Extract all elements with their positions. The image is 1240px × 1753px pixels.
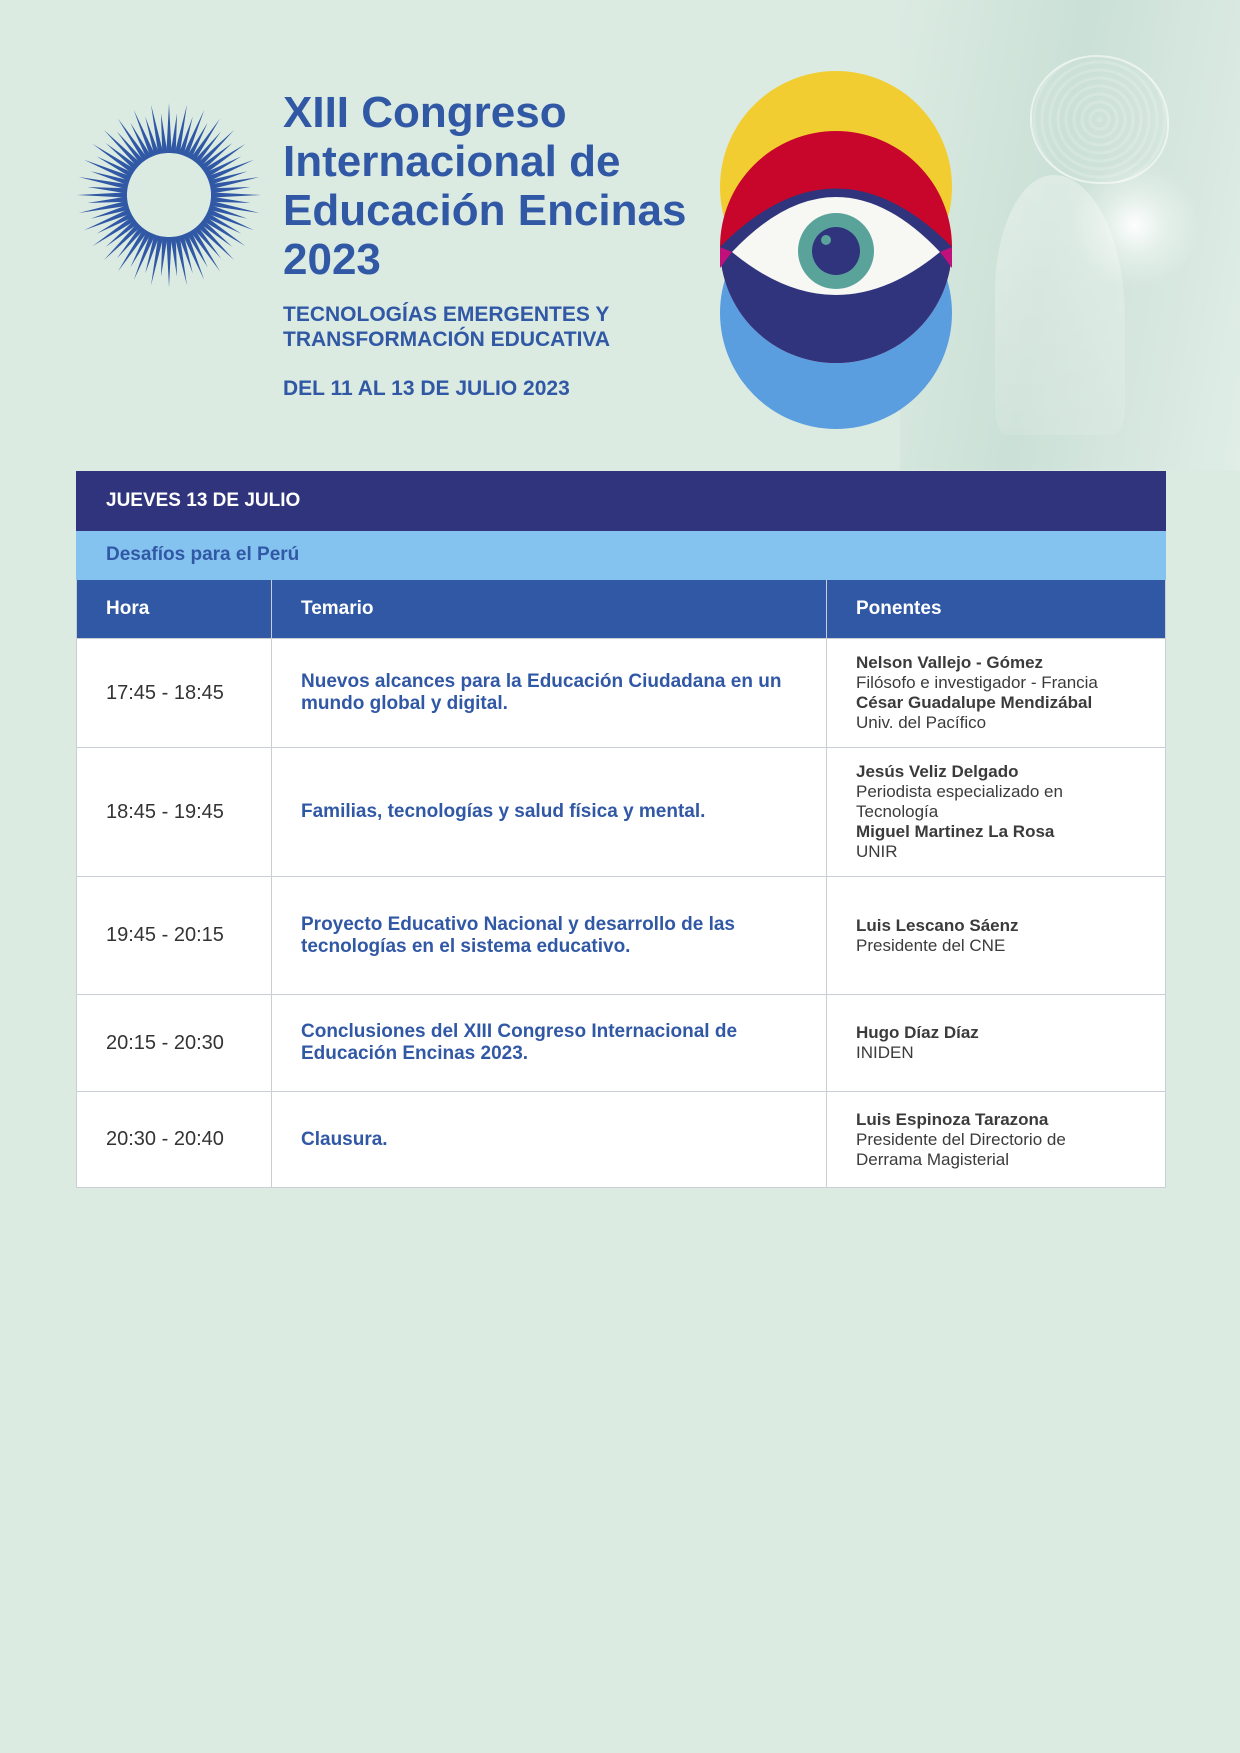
session-time: 17:45 - 18:45 (77, 639, 272, 748)
session-speakers (827, 877, 1166, 995)
event-subtitle (283, 302, 703, 352)
speaker-name: Nelson Vallejo - Gómez (856, 653, 1044, 672)
table-row (77, 995, 1166, 1092)
table-row (77, 877, 1166, 995)
speaker-role: Univ. del Pacífico (856, 713, 987, 732)
title-line: XIII Congreso (283, 88, 567, 137)
session-time: 18:45 - 19:45 (77, 748, 272, 877)
session-time: 19:45 - 20:15 (77, 877, 272, 995)
speaker-role: UNIR (856, 842, 898, 861)
speaker-role: Presidente del Directorio de Derrama Magisterial (856, 1129, 1066, 1169)
page-title (283, 88, 703, 284)
session-topic: Proyecto Educativo Nacional y desarrollo de las tecnologías en el sistema educativo. (272, 877, 827, 995)
schedule-table (76, 471, 1166, 1188)
table-row (77, 748, 1166, 877)
title-line: 2023 (283, 235, 381, 284)
column-header-time: Hora (77, 580, 272, 639)
session-speakers (827, 639, 1166, 748)
header-title-block (283, 88, 703, 401)
column-header-speakers: Ponentes (827, 580, 1166, 639)
session-topic: Clausura. (272, 1092, 827, 1188)
session-topic: Familias, tecnologías y salud física y mental. (272, 748, 827, 877)
sunburst-logo-icon (74, 100, 264, 290)
session-topic: Conclusiones del XIII Congreso Internacional de Educación Encinas 2023. (272, 995, 827, 1092)
subtitle-line: TECNOLOGÍAS EMERGENTES Y (283, 303, 610, 326)
session-time: 20:15 - 20:30 (77, 995, 272, 1092)
session-time: 20:30 - 20:40 (77, 1092, 272, 1188)
column-header-topic: Temario (272, 580, 827, 639)
session-speakers (827, 1092, 1166, 1188)
day-heading: JUEVES 13 DE JULIO (77, 472, 1166, 531)
session-speakers (827, 995, 1166, 1092)
title-line: Educación Encinas (283, 186, 687, 235)
speaker-role: Periodista especializado en Tecnología (856, 782, 1063, 821)
table-row (77, 639, 1166, 748)
speaker-name: Luis Espinoza Tarazona (856, 1109, 1049, 1129)
speaker-name: Miguel Martinez La Rosa (856, 822, 1055, 841)
speaker-name: Luis Lescano Sáenz (856, 915, 1019, 935)
theme-heading: Desafíos para el Perú (77, 531, 1166, 580)
speaker-name: César Guadalupe Mendizábal (856, 693, 1093, 712)
speaker-name: Jesús Veliz Delgado (856, 762, 1019, 781)
light-glow (1070, 160, 1200, 290)
speaker-role: Presidente del CNE (856, 935, 1006, 955)
speaker-name: Hugo Díaz Díaz (856, 1023, 979, 1042)
title-line: Internacional de (283, 137, 621, 186)
session-speakers (827, 748, 1166, 877)
subtitle-line: TRANSFORMACIÓN EDUCATIVA (283, 328, 611, 351)
event-dates: DEL 11 AL 13 DE JULIO 2023 (283, 377, 570, 400)
session-topic: Nuevos alcances para la Educación Ciudadana en un mundo global y digital. (272, 639, 827, 748)
eye-logo-icon (718, 70, 958, 430)
speaker-role: INIDEN (856, 1043, 914, 1062)
table-row (77, 1092, 1166, 1188)
speaker-role: Filósofo e investigador - Francia (856, 673, 1098, 692)
